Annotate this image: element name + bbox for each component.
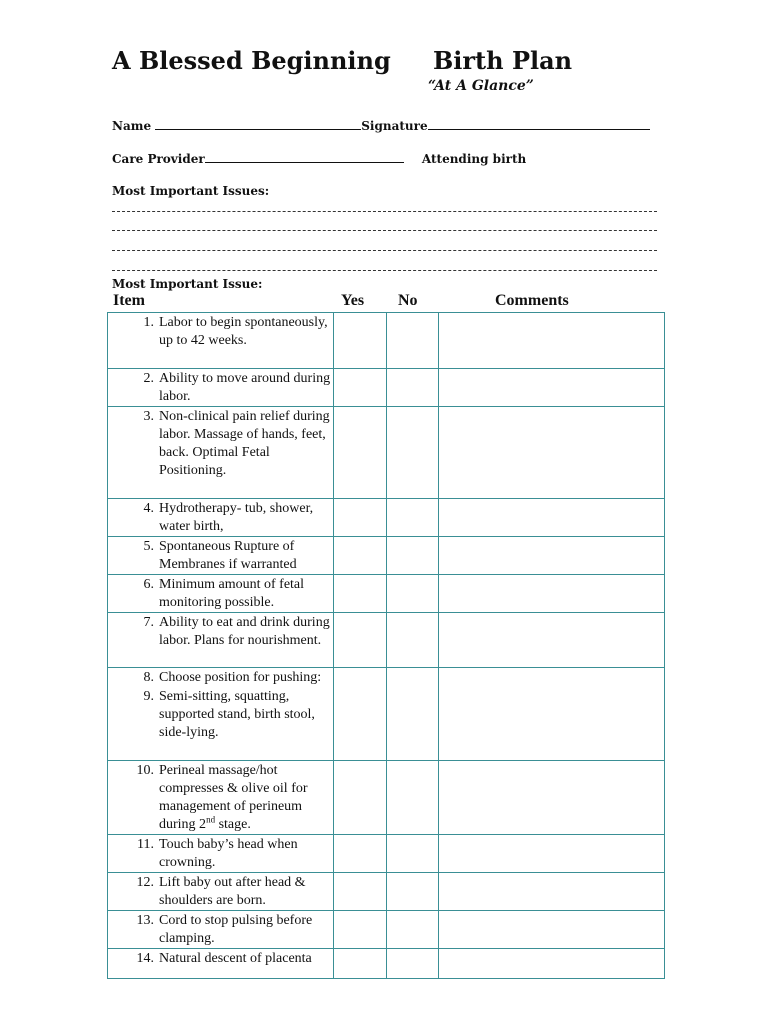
list-item (108, 668, 333, 687)
yes-cell[interactable] (334, 761, 387, 835)
comments-cell[interactable] (439, 369, 665, 407)
item-number: 3. (143, 409, 154, 424)
yes-cell[interactable] (334, 407, 387, 499)
item-cell (108, 407, 334, 499)
table-row (108, 407, 665, 499)
comments-cell[interactable] (439, 835, 665, 873)
comments-cell[interactable] (439, 761, 665, 835)
care-provider-field[interactable] (205, 151, 404, 163)
signature-field[interactable] (428, 118, 650, 130)
table-row (108, 537, 665, 575)
item-cell (108, 575, 334, 613)
item-text-superscript: nd (206, 814, 216, 825)
item-text-main: Lift baby out after head & shoulders are born. (159, 875, 306, 908)
issues-line-2[interactable] (112, 230, 657, 231)
table-row (108, 369, 665, 407)
table-row (108, 313, 665, 369)
yes-cell[interactable] (334, 835, 387, 873)
item-number: 10. (136, 763, 154, 778)
yes-cell[interactable] (334, 911, 387, 949)
list-item (108, 369, 333, 406)
yes-cell[interactable] (334, 613, 387, 668)
item-text (159, 912, 331, 948)
item-text (159, 688, 331, 742)
yes-cell[interactable] (334, 499, 387, 537)
item-cell (108, 668, 334, 761)
column-item: Item (113, 292, 145, 309)
yes-cell[interactable] (334, 873, 387, 911)
item-text-main: Perineal massage/hot compresses & olive oil for management of perineum during 2 (159, 763, 308, 832)
list-item (108, 873, 333, 910)
no-cell[interactable] (387, 911, 439, 949)
no-cell[interactable] (387, 369, 439, 407)
item-cell (108, 613, 334, 668)
care-provider-row (112, 151, 526, 166)
no-cell[interactable] (387, 668, 439, 761)
item-cell (108, 369, 334, 407)
issues-line-3[interactable] (112, 250, 657, 251)
item-number: 7. (143, 615, 154, 630)
name-label: Name (112, 119, 152, 133)
item-text (159, 314, 331, 350)
item-text (159, 370, 331, 406)
table-row (108, 835, 665, 873)
item-text (159, 538, 331, 574)
comments-cell[interactable] (439, 613, 665, 668)
table-row (108, 613, 665, 668)
comments-cell[interactable] (439, 949, 665, 979)
item-text-main: Choose position for pushing: (159, 670, 322, 685)
item-cell (108, 313, 334, 369)
table-row (108, 873, 665, 911)
item-text (159, 874, 331, 910)
table-row (108, 761, 665, 835)
item-text-main: Hydrotherapy- tub, shower, water birth, (159, 501, 314, 534)
item-number: 4. (143, 501, 154, 516)
item-cell (108, 499, 334, 537)
item-text (159, 614, 331, 650)
item-number: 13. (136, 913, 154, 928)
item-text (159, 500, 331, 536)
yes-cell[interactable] (334, 537, 387, 575)
table-row (108, 911, 665, 949)
birth-plan-table (107, 312, 665, 979)
list-item (108, 537, 333, 574)
list-item (108, 499, 333, 536)
issues-label: Most Important Issues: (112, 184, 270, 198)
item-text (159, 836, 331, 872)
item-number: 1. (143, 315, 154, 330)
name-row (112, 118, 650, 133)
birth-plan-title: Birth Plan (433, 46, 573, 75)
item-number: 6. (143, 577, 154, 592)
list-item (108, 575, 333, 612)
issue-label: Most Important Issue: (112, 277, 263, 291)
no-cell[interactable] (387, 761, 439, 835)
document-title: A Blessed Beginning (112, 46, 391, 75)
subtitle: “At A Glance” (428, 78, 534, 94)
comments-cell[interactable] (439, 873, 665, 911)
item-text-main: Natural descent of placenta (159, 951, 312, 966)
item-cell (108, 949, 334, 979)
item-number: 14. (136, 951, 154, 966)
attending-label: Attending birth (421, 152, 527, 166)
no-cell[interactable] (387, 499, 439, 537)
care-provider-label: Care Provider (112, 152, 205, 166)
item-text (159, 762, 331, 834)
list-item (108, 687, 333, 742)
item-text (159, 669, 331, 687)
list-item (108, 835, 333, 872)
item-cell (108, 537, 334, 575)
no-cell[interactable] (387, 313, 439, 369)
yes-cell[interactable] (334, 313, 387, 369)
table-row (108, 575, 665, 613)
item-text-main: Labor to begin spontaneously, up to 42 weeks. (159, 315, 328, 348)
comments-cell[interactable] (439, 499, 665, 537)
comments-cell[interactable] (439, 537, 665, 575)
list-item (108, 313, 333, 350)
item-text-main: Minimum amount of fetal monitoring possible. (159, 577, 305, 610)
item-text-main: Non-clinical pain relief during labor. Massage of hands, feet, back. Optimal Fetal Positioning. (159, 409, 330, 478)
no-cell[interactable] (387, 613, 439, 668)
item-number: 2. (143, 371, 154, 386)
item-text-main: Touch baby’s head when crowning. (159, 837, 298, 870)
yes-cell[interactable] (334, 369, 387, 407)
item-text-main: Semi-sitting, squatting, supported stand, birth stool, side-lying. (159, 689, 315, 740)
item-number: 9. (143, 689, 154, 704)
item-text-suffix: stage. (215, 817, 251, 832)
item-text-main: Ability to move around during labor. (159, 371, 331, 404)
item-text-main: Cord to stop pulsing before clamping. (159, 913, 313, 946)
signature-label: Signature (361, 119, 428, 133)
column-yes: Yes (341, 292, 365, 309)
list-item (108, 949, 333, 968)
list-item (108, 613, 333, 650)
list-item (108, 407, 333, 480)
item-cell (108, 761, 334, 835)
no-cell[interactable] (387, 949, 439, 979)
item-number: 8. (143, 670, 154, 685)
comments-cell[interactable] (439, 313, 665, 369)
no-cell[interactable] (387, 537, 439, 575)
name-field[interactable] (155, 118, 361, 130)
comments-cell[interactable] (439, 668, 665, 761)
item-cell (108, 835, 334, 873)
no-cell[interactable] (387, 835, 439, 873)
column-no: No (398, 292, 418, 309)
item-cell (108, 873, 334, 911)
table-row (108, 949, 665, 979)
item-text-main: Spontaneous Rupture of Membranes if warranted (159, 539, 297, 572)
yes-cell[interactable] (334, 949, 387, 979)
item-text (159, 576, 331, 612)
item-cell (108, 911, 334, 949)
column-comments: Comments (495, 292, 569, 309)
issues-line-4[interactable] (112, 270, 657, 271)
item-text-main: Ability to eat and drink during labor. Plans for nourishment. (159, 615, 330, 648)
no-cell[interactable] (387, 407, 439, 499)
item-text (159, 408, 331, 480)
list-item (108, 911, 333, 948)
item-number: 11. (137, 837, 154, 852)
no-cell[interactable] (387, 575, 439, 613)
comments-cell[interactable] (439, 575, 665, 613)
comments-cell[interactable] (439, 911, 665, 949)
item-number: 12. (136, 875, 154, 890)
yes-cell[interactable] (334, 575, 387, 613)
table-row (108, 499, 665, 537)
table-row (108, 668, 665, 761)
comments-cell[interactable] (439, 407, 665, 499)
item-text (159, 950, 331, 968)
issues-line-1[interactable] (112, 211, 657, 212)
item-number: 5. (143, 539, 154, 554)
yes-cell[interactable] (334, 668, 387, 761)
list-item (108, 761, 333, 834)
no-cell[interactable] (387, 873, 439, 911)
